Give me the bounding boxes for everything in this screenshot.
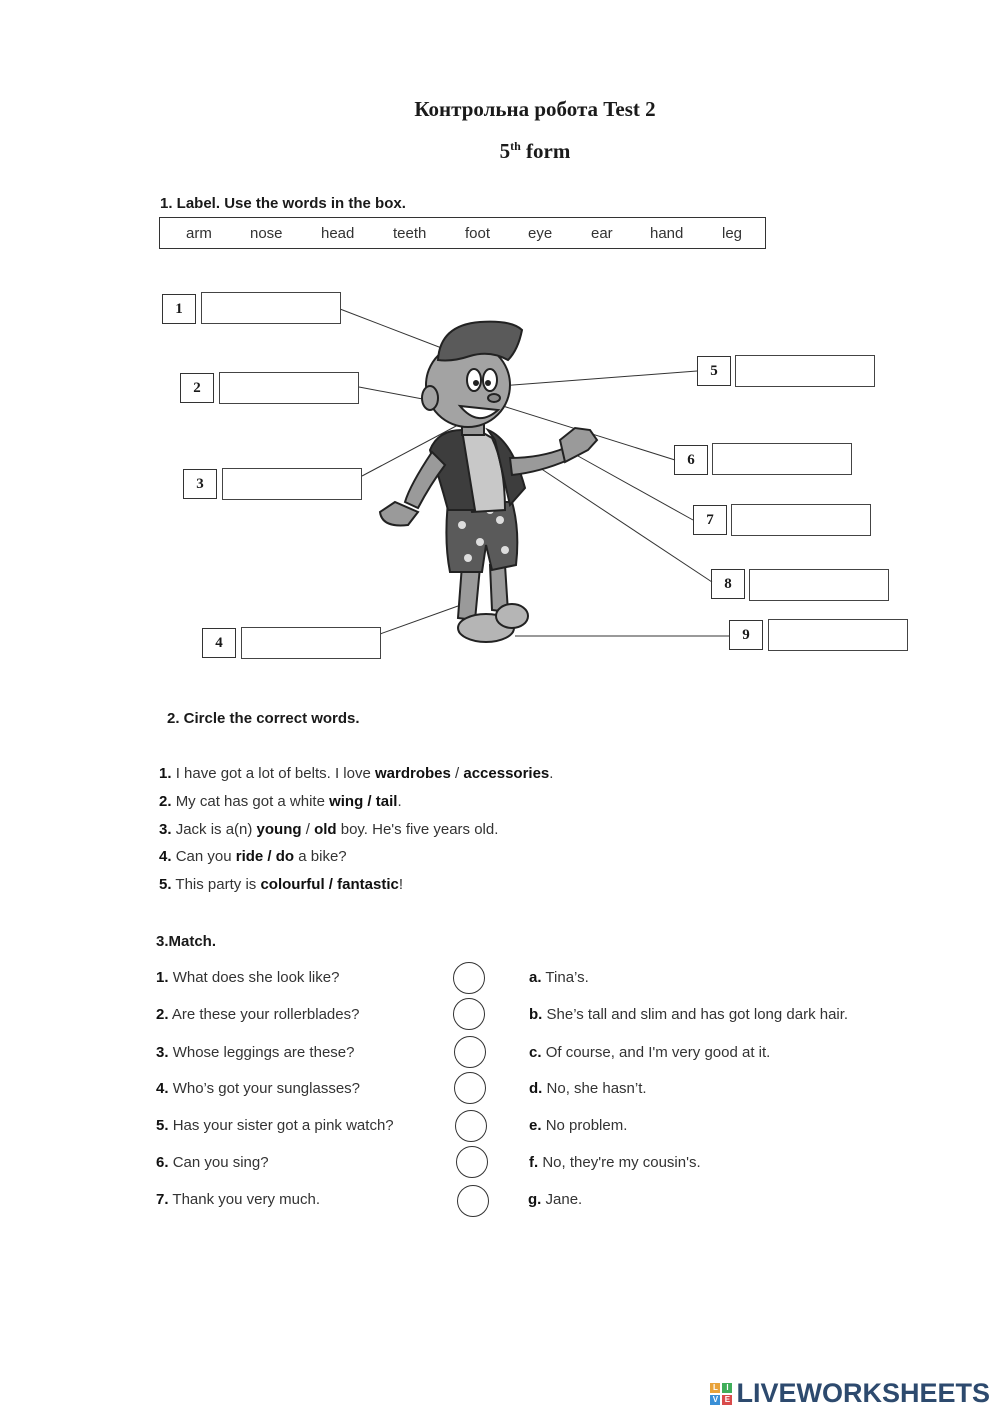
match-answer-a bbox=[529, 969, 589, 986]
option-separator: / bbox=[301, 821, 315, 838]
match-question-3 bbox=[156, 1044, 354, 1061]
question-number: 1. bbox=[156, 969, 169, 986]
answer-letter: c. bbox=[529, 1044, 542, 1061]
answer-input-7[interactable] bbox=[731, 504, 871, 536]
word-nose: nose bbox=[250, 225, 283, 242]
match-answer-f bbox=[529, 1154, 701, 1171]
logo-mark-l: L bbox=[710, 1383, 720, 1393]
item-text: Jack is a(n) bbox=[175, 821, 257, 838]
item-text-end: ! bbox=[398, 876, 403, 893]
answer-text: Of course, and I'm very good at it. bbox=[545, 1044, 771, 1061]
match-answer-b bbox=[529, 1006, 848, 1023]
match-question-4 bbox=[156, 1080, 360, 1097]
section1-heading: 1. Label. Use the words in the box. bbox=[160, 195, 406, 212]
word-ear: ear bbox=[591, 225, 613, 242]
match-question-2 bbox=[156, 1006, 359, 1023]
item-text-end: . bbox=[549, 765, 554, 782]
question-text: Thank you very much. bbox=[172, 1191, 320, 1208]
item-number: 3. bbox=[159, 821, 172, 838]
label-number-7: 7 bbox=[693, 505, 727, 535]
circle-item-5 bbox=[159, 876, 403, 893]
match-answer-circle-2[interactable] bbox=[453, 998, 485, 1030]
item-number: 1. bbox=[159, 765, 172, 782]
option-separator: / bbox=[363, 793, 376, 810]
match-answer-circle-1[interactable] bbox=[453, 962, 485, 994]
form-subtitle bbox=[0, 139, 1000, 164]
item-text: I have got a lot of belts. I love bbox=[175, 765, 375, 782]
question-number: 6. bbox=[156, 1154, 169, 1171]
label-number-4: 4 bbox=[202, 628, 236, 658]
option-old[interactable]: old bbox=[314, 821, 337, 838]
answer-input-4[interactable] bbox=[241, 627, 381, 659]
logo-mark-icon bbox=[710, 1383, 732, 1405]
item-number: 5. bbox=[159, 876, 172, 893]
answer-text: No, she hasn’t. bbox=[546, 1080, 647, 1097]
match-question-5 bbox=[156, 1117, 394, 1134]
logo-text: LIVEWORKSHEETS bbox=[736, 1378, 990, 1408]
option-young[interactable]: young bbox=[256, 821, 302, 838]
label-number-3: 3 bbox=[183, 469, 217, 499]
option-ride[interactable]: ride bbox=[235, 848, 264, 865]
question-text: Who’s got your sunglasses? bbox=[172, 1080, 361, 1097]
label-number-2: 2 bbox=[180, 373, 214, 403]
answer-text: She’s tall and slim and has got long dark hair. bbox=[546, 1006, 849, 1023]
section3-heading: 3.Match. bbox=[156, 933, 217, 950]
match-question-7 bbox=[156, 1191, 320, 1208]
answer-input-9[interactable] bbox=[768, 619, 908, 651]
form-word: form bbox=[526, 139, 571, 163]
question-text: Are these your rollerblades? bbox=[171, 1006, 360, 1023]
form-suffix: th bbox=[510, 139, 521, 153]
answer-letter: f. bbox=[529, 1154, 539, 1171]
item-text: My cat has got a white bbox=[175, 793, 330, 810]
form-number: 5 bbox=[499, 139, 511, 163]
option-fantastic[interactable]: fantastic bbox=[337, 876, 399, 893]
option-tail[interactable]: tail bbox=[375, 793, 398, 810]
circle-item-2 bbox=[159, 793, 402, 810]
answer-letter: b. bbox=[529, 1006, 543, 1023]
question-number: 4. bbox=[156, 1080, 169, 1097]
question-number: 7. bbox=[156, 1191, 169, 1208]
match-question-1 bbox=[156, 969, 339, 986]
match-answer-circle-7[interactable] bbox=[457, 1185, 489, 1217]
match-answer-d bbox=[529, 1080, 647, 1097]
item-text-end: a bike? bbox=[294, 848, 347, 865]
match-answer-circle-5[interactable] bbox=[455, 1110, 487, 1142]
answer-input-8[interactable] bbox=[749, 569, 889, 601]
answer-input-2[interactable] bbox=[219, 372, 359, 404]
logo-mark-i: I bbox=[722, 1383, 732, 1393]
match-answer-circle-4[interactable] bbox=[454, 1072, 486, 1104]
item-text-end: . bbox=[397, 793, 402, 810]
match-answer-circle-6[interactable] bbox=[456, 1146, 488, 1178]
circle-item-4 bbox=[159, 848, 347, 865]
label-number-1: 1 bbox=[162, 294, 196, 324]
match-answer-e bbox=[529, 1117, 627, 1134]
match-answer-circle-3[interactable] bbox=[454, 1036, 486, 1068]
item-number: 4. bbox=[159, 848, 172, 865]
answer-text: No, they're my cousin's. bbox=[542, 1154, 701, 1171]
answer-letter: e. bbox=[529, 1117, 542, 1134]
logo-mark-e: E bbox=[722, 1395, 732, 1405]
answer-text: No problem. bbox=[545, 1117, 628, 1134]
connector-lines bbox=[340, 309, 729, 636]
answer-text: Jane. bbox=[545, 1191, 583, 1208]
question-number: 3. bbox=[156, 1044, 169, 1061]
question-text: What does she look like? bbox=[172, 969, 340, 986]
word-hand: hand bbox=[650, 225, 684, 242]
word-arm: arm bbox=[186, 225, 212, 242]
word-box bbox=[159, 217, 766, 249]
question-number: 2. bbox=[156, 1006, 169, 1023]
word-head: head bbox=[321, 225, 355, 242]
logo-mark-v: V bbox=[710, 1395, 720, 1405]
question-number: 5. bbox=[156, 1117, 169, 1134]
option-wing[interactable]: wing bbox=[329, 793, 364, 810]
answer-letter: a. bbox=[529, 969, 542, 986]
answer-letter: g. bbox=[528, 1191, 542, 1208]
option-wardrobes[interactable]: wardrobes bbox=[374, 765, 451, 782]
option-accessories[interactable]: accessories bbox=[463, 765, 550, 782]
option-separator: / bbox=[450, 765, 464, 782]
item-text-end: boy. He's five years old. bbox=[336, 821, 499, 838]
question-text: Can you sing? bbox=[172, 1154, 269, 1171]
boy-figure bbox=[380, 322, 597, 642]
label-number-9: 9 bbox=[729, 620, 763, 650]
answer-input-5[interactable] bbox=[735, 355, 875, 387]
circle-item-1 bbox=[159, 765, 553, 782]
match-answer-g bbox=[528, 1191, 582, 1208]
circle-item-3 bbox=[159, 821, 498, 838]
word-teeth: teeth bbox=[393, 225, 427, 242]
match-answer-c bbox=[529, 1044, 770, 1061]
item-text: Can you bbox=[175, 848, 236, 865]
option-do[interactable]: do bbox=[275, 848, 295, 865]
option-colourful[interactable]: colourful bbox=[260, 876, 325, 893]
item-text: This party is bbox=[175, 876, 261, 893]
label-number-5: 5 bbox=[697, 356, 731, 386]
answer-text: Tina’s. bbox=[545, 969, 589, 986]
item-number: 2. bbox=[159, 793, 172, 810]
question-text: Has your sister got a pink watch? bbox=[172, 1117, 394, 1134]
word-foot: foot bbox=[465, 225, 491, 242]
answer-letter: d. bbox=[529, 1080, 543, 1097]
label-number-6: 6 bbox=[674, 445, 708, 475]
label-number-8: 8 bbox=[711, 569, 745, 599]
answer-input-3[interactable] bbox=[222, 468, 362, 500]
answer-input-6[interactable] bbox=[712, 443, 852, 475]
option-separator: / bbox=[324, 876, 338, 893]
match-question-6 bbox=[156, 1154, 269, 1171]
word-eye: eye bbox=[528, 225, 553, 242]
answer-input-1[interactable] bbox=[201, 292, 341, 324]
liveworksheets-logo bbox=[710, 1378, 990, 1409]
option-separator: / bbox=[263, 848, 276, 865]
page-title: Контрольна робота Test 2 bbox=[414, 97, 656, 121]
word-leg: leg bbox=[722, 225, 743, 242]
section2-heading: 2. Circle the correct words. bbox=[167, 710, 360, 727]
question-text: Whose leggings are these? bbox=[172, 1044, 355, 1061]
